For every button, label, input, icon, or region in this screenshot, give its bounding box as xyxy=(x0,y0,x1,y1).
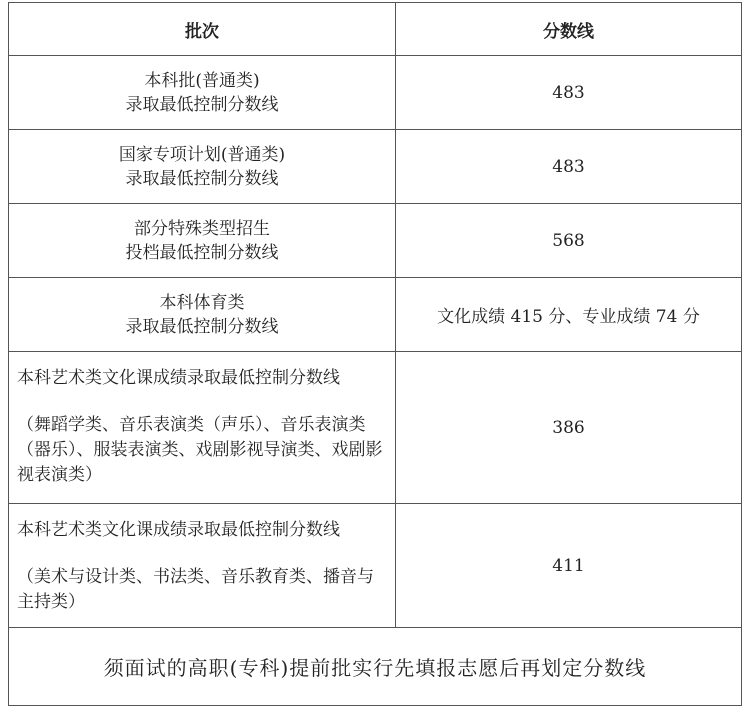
score-cell: 386 xyxy=(396,352,742,504)
batch-line: 本科批(普通类) xyxy=(144,70,260,91)
batch-cell xyxy=(9,56,396,130)
batch-cell xyxy=(9,352,396,504)
score-cell: 文化成绩 415 分、专业成绩 74 分 xyxy=(396,278,742,352)
batch-line: 国家专项计划(普通类) xyxy=(118,144,286,165)
batch-line: （舞蹈学类、音乐表演类（声乐）、音乐表演类（器乐）、服装表演类、戏剧影视导演类、戏剧影视表演类） xyxy=(17,415,383,485)
table-row xyxy=(9,504,742,628)
header-score: 分数线 xyxy=(396,3,742,56)
header-batch: 批次 xyxy=(9,3,396,56)
header-row xyxy=(9,3,742,56)
score-cell: 411 xyxy=(396,504,742,628)
score-cell: 483 xyxy=(396,130,742,204)
batch-line: 投档最低控制分数线 xyxy=(125,242,279,263)
table-row xyxy=(9,130,742,204)
table-row xyxy=(9,352,742,504)
table-row xyxy=(9,278,742,352)
batch-line: 录取最低控制分数线 xyxy=(125,168,279,189)
score-cell: 568 xyxy=(396,204,742,278)
batch-line: 本科艺术类文化课成绩录取最低控制分数线 xyxy=(17,368,340,388)
batch-cell xyxy=(9,130,396,204)
batch-cell xyxy=(9,204,396,278)
table-row xyxy=(9,204,742,278)
batch-line: （美术与设计类、书法类、音乐教育类、播音与主持类） xyxy=(17,567,374,612)
batch-line: 本科艺术类文化课成绩录取最低控制分数线 xyxy=(17,520,340,540)
batch-cell xyxy=(9,278,396,352)
batch-line: 部分特殊类型招生 xyxy=(134,218,270,239)
batch-line: 本科体育类 xyxy=(159,292,245,313)
batch-line: 录取最低控制分数线 xyxy=(125,316,279,337)
score-cell: 483 xyxy=(396,56,742,130)
score-table xyxy=(8,2,742,706)
batch-line: 录取最低控制分数线 xyxy=(125,94,279,115)
table-row xyxy=(9,56,742,130)
note-row xyxy=(9,628,742,706)
batch-cell xyxy=(9,504,396,628)
note-text: 须面试的高职(专科)提前批实行先填报志愿后再划定分数线 xyxy=(9,628,742,706)
